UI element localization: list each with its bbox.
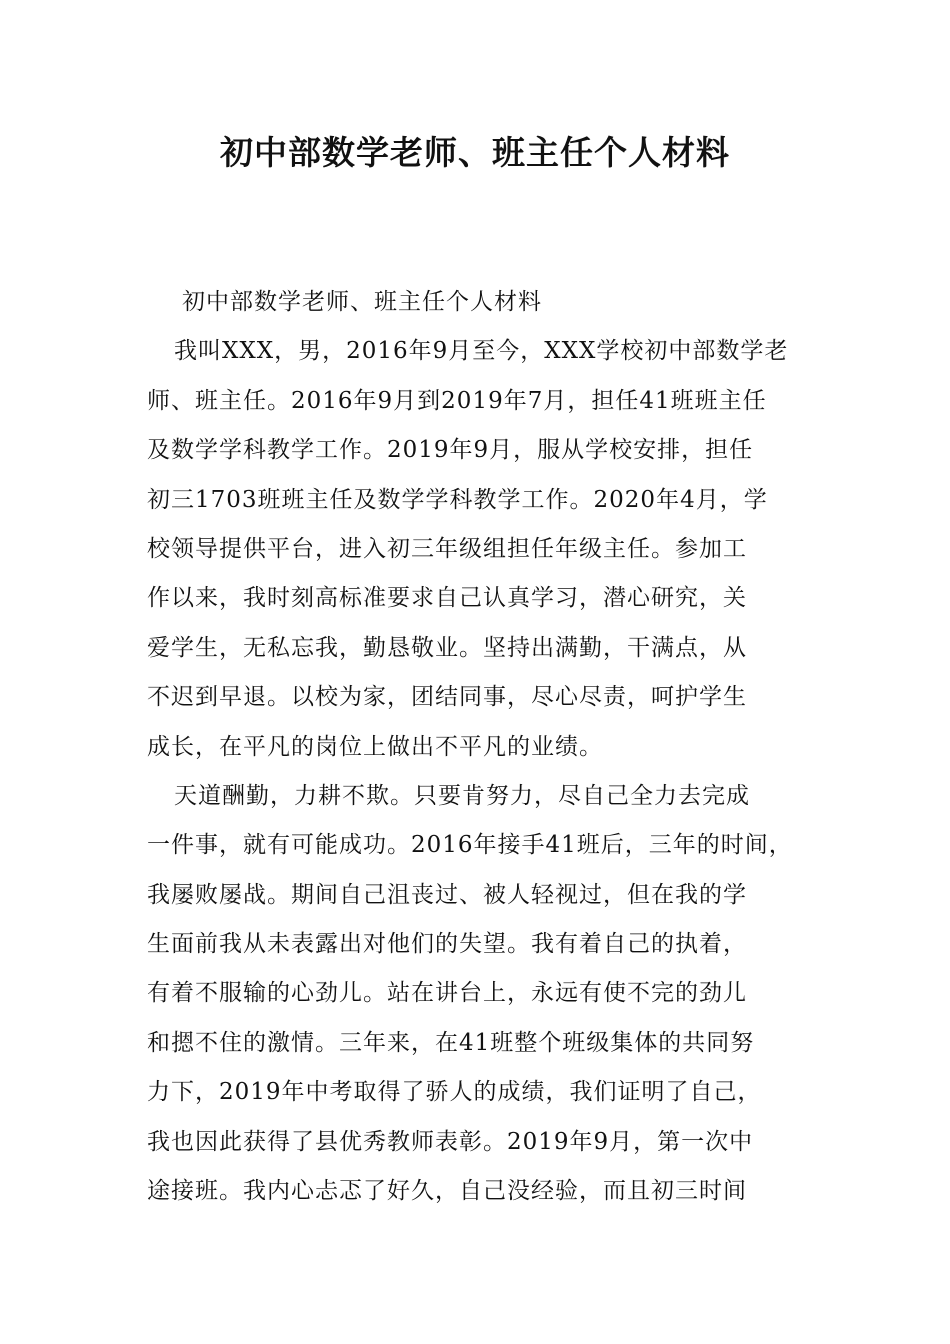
paragraph-2 [147,772,807,1217]
paragraph-1 [147,327,807,772]
text-line: 我也因此获得了县优秀教师表彰。2019年9月，第一次中 [147,1128,754,1155]
text-line: 生面前我从未表露出对他们的失望。我有着自己的执着， [147,931,747,958]
text-line: 初三1703班班主任及数学学科教学工作。2020年4月，学 [147,486,768,513]
text-line: 天道酬勤，力耕不欺。只要肯努力，尽自己全力去完成 [174,782,750,809]
text-line: 成长，在平凡的岗位上做出不平凡的业绩。 [147,733,603,760]
text-line: 和摁不住的激情。三年来，在41班整个班级集体的共同努 [147,1029,755,1056]
text-line: 校领导提供平台，进入初三年级组担任年级主任。参加工 [147,535,747,562]
document-title: 初中部数学老师、班主任个人材料 [220,133,730,172]
text-line: 一件事，就有可能成功。2016年接手41班后，三年的时间， [147,832,793,859]
document-body [147,278,807,1216]
text-line: 我叫XXX，男，2016年9月至今，XXX学校初中部数学老 [174,338,789,365]
text-line: 途接班。我内心忐忑了好久，自己没经验，而且初三时间 [147,1178,747,1205]
text-line: 爱学生，无私忘我，勤恳敬业。坚持出满勤，干满点，从 [147,634,747,661]
text-line: 我屡败屡战。期间自己沮丧过、被人轻视过，但在我的学 [147,881,747,908]
text-line: 作以来，我时刻高标准要求自己认真学习，潜心研究，关 [147,585,747,612]
document-subtitle: 初中部数学老师、班主任个人材料 [182,289,542,315]
text-line: 力下，2019年中考取得了骄人的成绩，我们证明了自己， [147,1079,762,1106]
text-line: 师、班主任。2016年9月到2019年7月，担任41班班主任 [147,387,767,414]
text-line: 不迟到早退。以校为家，团结同事，尽心尽责，呵护学生 [147,684,747,711]
text-line: 有着不服输的心劲儿。站在讲台上，永远有使不完的劲儿 [147,980,747,1007]
text-line: 及数学学科教学工作。2019年9月，服从学校安排，担任 [147,437,754,464]
